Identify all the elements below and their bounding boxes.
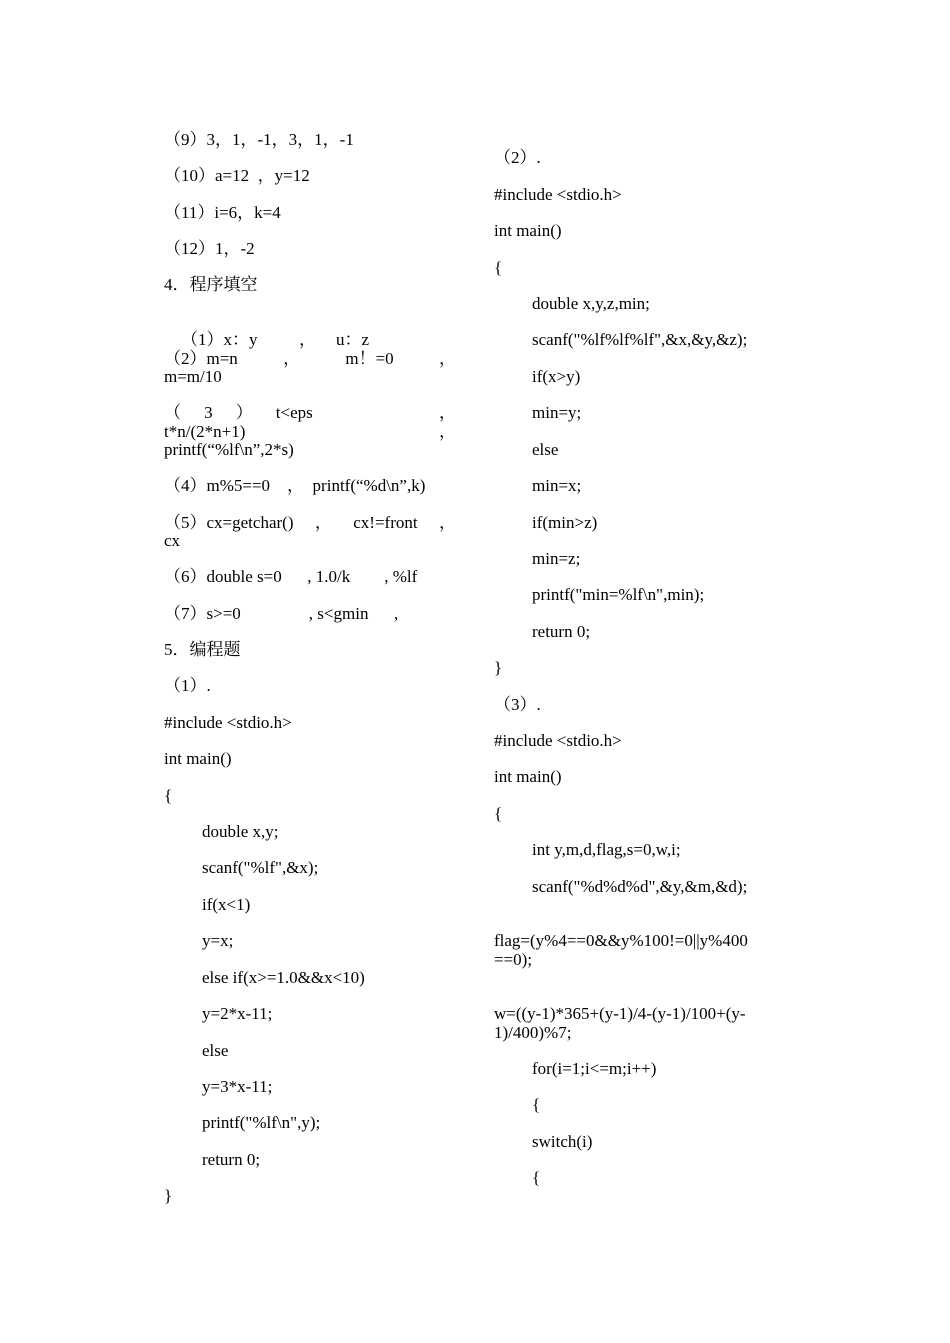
- code-line: int main(): [494, 767, 562, 786]
- fill-1-comma: ，: [299, 330, 316, 349]
- code-line: {: [532, 1095, 541, 1114]
- code-line: min=y;: [532, 403, 582, 422]
- code-line: double x,y;: [202, 822, 279, 841]
- fill-3-part: 3: [204, 403, 213, 422]
- code-line: else: [532, 440, 559, 459]
- code-line: else: [202, 1041, 229, 1060]
- code-line: scanf("%d%d%d",&y,&m,&d);: [532, 877, 748, 896]
- code-line: {: [532, 1168, 541, 1187]
- fill-3-part: （: [164, 403, 181, 422]
- answer-11: （11）i=6，k=4: [164, 203, 281, 222]
- answer-10: （10）a=12 ，y=12: [164, 166, 310, 185]
- code-line: int y,m,d,flag,s=0,w,i;: [532, 840, 681, 859]
- problem-1-label: （1）.: [164, 676, 211, 695]
- fill-1-part: （1）x：y: [181, 330, 258, 349]
- fill-1-part: u：z: [336, 330, 370, 349]
- fill-3-part: t*n/(2*n+1): [164, 422, 246, 441]
- section-4-heading: 4．程序填空: [164, 275, 258, 294]
- answer-9: （9）3，1，-1，3，1，-1: [164, 130, 354, 149]
- code-line: min=z;: [532, 549, 581, 568]
- fill-3-comma: ，: [438, 403, 456, 422]
- code-line: }: [494, 658, 503, 677]
- code-line: return 0;: [532, 622, 591, 641]
- fill-7: （7）s>=0 , s<gmin ,: [164, 604, 399, 623]
- problem-2-label: （2）.: [494, 148, 541, 167]
- code-line: printf("%lf\n",y);: [202, 1113, 321, 1132]
- fill-3-line-1: [164, 404, 456, 422]
- code-line: #include <stdio.h>: [494, 731, 622, 750]
- code-line: if(x<1): [202, 895, 251, 914]
- code-line: {: [164, 786, 173, 805]
- code-line: int main(): [164, 749, 232, 768]
- code-line: ==0);: [494, 950, 533, 969]
- code-line: y=3*x-11;: [202, 1077, 273, 1096]
- code-line: if(min>z): [532, 513, 598, 532]
- fill-2-line-1: [164, 350, 456, 368]
- code-line: {: [494, 258, 503, 277]
- fill-3-part: t<eps: [275, 403, 313, 422]
- code-line: switch(i): [532, 1132, 593, 1151]
- code-line: y=2*x-11;: [202, 1004, 273, 1023]
- code-line: w=((y-1)*365+(y-1)/4-(y-1)/100+(y-: [494, 1004, 746, 1023]
- code-line: return 0;: [202, 1150, 261, 1169]
- fill-2-part: m！=0: [345, 349, 394, 368]
- fill-2-comma: ，: [438, 349, 456, 368]
- fill-6: （6）double s=0 , 1.0/k , %lf: [164, 567, 418, 586]
- code-line: for(i=1;i<=m;i++): [532, 1059, 657, 1078]
- fill-4: （4）m%5==0 ， printf(“%d\n”,k): [164, 476, 426, 495]
- code-line: min=x;: [532, 476, 582, 495]
- fill-5-part: cx!=front: [353, 513, 418, 532]
- fill-2-part: （2）m=n: [164, 349, 238, 368]
- code-line: {: [494, 804, 503, 823]
- code-line: if(x>y): [532, 367, 581, 386]
- fill-2-line-2: m=m/10: [164, 367, 222, 386]
- fill-5-line-1: [164, 514, 456, 532]
- code-line: scanf("%lf%lf%lf",&x,&y,&z);: [532, 330, 748, 349]
- code-line: #include <stdio.h>: [494, 185, 622, 204]
- code-line: }: [164, 1186, 173, 1205]
- fill-5-comma: ，: [439, 513, 456, 532]
- fill-5-line-2: cx: [164, 531, 181, 550]
- code-line: else if(x>=1.0&&x<10): [202, 968, 365, 987]
- fill-3-line-2: [164, 423, 456, 441]
- section-5-heading: 5．编程题: [164, 640, 241, 659]
- fill-3-part: ）: [235, 403, 253, 422]
- code-line: int main(): [494, 221, 562, 240]
- code-line: printf("min=%lf\n",min);: [532, 585, 705, 604]
- code-line: double x,y,z,min;: [532, 294, 650, 313]
- problem-3-label: （3）.: [494, 695, 541, 714]
- code-line: y=x;: [202, 931, 234, 950]
- fill-3-line-3: printf(“%lf\n”,2*s): [164, 440, 294, 459]
- code-line: flag=(y%4==0&&y%100!=0||y%400: [494, 931, 748, 950]
- code-line: 1)/400)%7;: [494, 1023, 572, 1042]
- fill-2-comma: ，: [283, 349, 301, 368]
- answer-12: （12）1，-2: [164, 239, 255, 258]
- code-line: #include <stdio.h>: [164, 713, 292, 732]
- fill-5-part: （5）cx=getchar(): [164, 513, 294, 532]
- fill-5-comma: ，: [314, 513, 332, 532]
- code-line: scanf("%lf",&x);: [202, 858, 319, 877]
- fill-3-comma: ，: [439, 422, 456, 441]
